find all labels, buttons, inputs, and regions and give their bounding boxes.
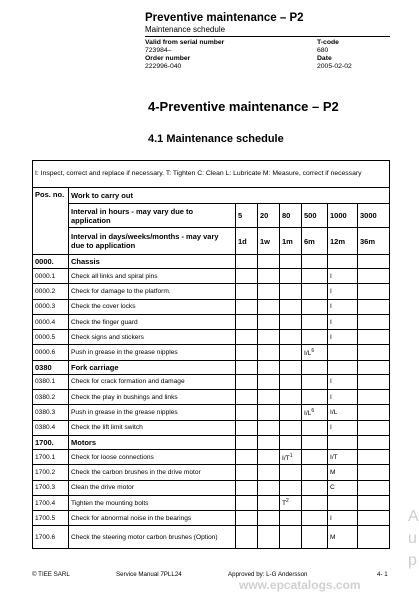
work-cell: Check signs and stickers — [69, 330, 236, 345]
interval-mark — [258, 299, 280, 314]
interval-mark — [302, 526, 328, 549]
section-code: 0000. — [33, 255, 69, 269]
interval-mark — [328, 284, 358, 299]
work-header: Work to carry out — [69, 188, 390, 204]
interval-mark — [328, 299, 358, 314]
pos-cell: 0380.2 — [33, 390, 69, 405]
empty-cell — [328, 255, 358, 269]
table-row — [33, 330, 390, 345]
header-subtitle: Maintenance schedule — [145, 25, 226, 34]
section-name: Chassis — [69, 255, 236, 269]
interval-mark — [302, 465, 328, 480]
pos-cell: 0380.3 — [33, 405, 69, 420]
empty-cell — [328, 435, 358, 449]
interval-mark — [302, 299, 328, 314]
interval-mark — [358, 480, 390, 495]
side-marks: A u p — [408, 508, 419, 569]
mark-text: I — [330, 318, 332, 326]
date-label: Date — [317, 55, 332, 62]
work-cell: Check for loose connections — [69, 449, 236, 464]
empty-cell — [236, 435, 258, 449]
pos-cell: 1700.4 — [33, 495, 69, 510]
interval-mark — [302, 374, 328, 389]
header-row-periods — [33, 228, 390, 255]
interval-mark — [328, 480, 358, 495]
work-cell: Push in grease in the grease nipples — [69, 405, 236, 420]
mark-text: I — [330, 333, 332, 341]
interval-mark — [236, 511, 258, 526]
empty-cell — [258, 360, 280, 374]
table-row — [33, 405, 390, 420]
section-title: 4.1 Maintenance schedule — [148, 133, 284, 145]
chapter-title: 4-Preventive maintenance – P2 — [148, 99, 339, 114]
work-cell: Check the lift limit switch — [69, 420, 236, 435]
header-meta — [145, 39, 390, 71]
interval-mark — [258, 465, 280, 480]
mark-text: I — [330, 424, 332, 432]
interval-mark — [358, 314, 390, 329]
interval-mark — [280, 345, 302, 360]
table-row — [33, 465, 390, 480]
empty-cell — [358, 435, 390, 449]
interval-mark — [358, 465, 390, 480]
interval-mark — [328, 374, 358, 389]
mark-text: I/T — [282, 454, 290, 462]
tcode-label: T-code — [317, 39, 339, 46]
empty-cell — [358, 360, 390, 374]
empty-cell — [302, 255, 328, 269]
interval-mark — [358, 269, 390, 284]
interval-mark — [302, 405, 328, 420]
work-cell: Check the carbon brushes in the drive motor — [69, 465, 236, 480]
interval-mark — [302, 511, 328, 526]
tcode-value: 680 — [317, 47, 329, 54]
hours-cell: 20 — [258, 204, 280, 228]
empty-cell — [258, 435, 280, 449]
interval-mark — [280, 269, 302, 284]
interval-mark — [328, 495, 358, 510]
footnote-ref: 6 — [311, 348, 315, 355]
interval-mark — [280, 511, 302, 526]
empty-cell — [280, 435, 302, 449]
section-name: Fork carriage — [69, 360, 236, 374]
pos-header: Pos. no. — [33, 188, 69, 255]
empty-cell — [302, 435, 328, 449]
pos-cell: 1700.1 — [33, 449, 69, 464]
interval-mark — [258, 449, 280, 464]
interval-mark — [280, 284, 302, 299]
interval-mark — [258, 330, 280, 345]
interval-mark — [328, 511, 358, 526]
table-row — [33, 345, 390, 360]
interval-mark — [328, 390, 358, 405]
footnote-ref: 6 — [311, 407, 315, 414]
pos-cell: 0000.2 — [33, 284, 69, 299]
mark-text: I — [330, 378, 332, 386]
work-cell: Push in grease in the grease nipples — [69, 345, 236, 360]
hours-cell: 3000 — [358, 204, 390, 228]
interval-mark — [236, 449, 258, 464]
section-row — [33, 360, 390, 374]
section-row — [33, 255, 390, 269]
mark-text: I/T — [330, 453, 338, 461]
table-row — [33, 480, 390, 495]
interval-mark — [258, 284, 280, 299]
watermark: www.epcatalogs.com — [239, 578, 361, 592]
interval-mark — [236, 495, 258, 510]
section-code: 1700. — [33, 435, 69, 449]
interval-mark — [328, 526, 358, 549]
pos-cell: 1700.5 — [33, 511, 69, 526]
interval-mark — [358, 284, 390, 299]
interval-mark — [236, 390, 258, 405]
table-row — [33, 495, 390, 510]
work-cell: Check the steering motor carbon brushes (Option) — [69, 526, 236, 549]
interval-mark — [302, 269, 328, 284]
interval-mark — [302, 480, 328, 495]
order-label: Order number — [145, 55, 191, 62]
pos-cell: 0380.4 — [33, 420, 69, 435]
hours-cell: 80 — [280, 204, 302, 228]
header-title: Preventive maintenance – P2 — [145, 12, 304, 24]
pos-cell: 0380.1 — [33, 374, 69, 389]
table-row — [33, 374, 390, 389]
interval-mark — [302, 390, 328, 405]
interval-mark — [358, 390, 390, 405]
pos-cell: 1700.3 — [33, 480, 69, 495]
interval-mark — [258, 420, 280, 435]
interval-mark — [358, 405, 390, 420]
period-cell: 1d — [236, 228, 258, 255]
footer-manual: Service Manual 7PLL24 — [116, 571, 182, 578]
period-cell: 36m — [358, 228, 390, 255]
work-cell: Tighten the mounting bolts — [69, 495, 236, 510]
interval-mark — [358, 330, 390, 345]
work-cell: Check the cover locks — [69, 299, 236, 314]
interval-mark — [328, 314, 358, 329]
header-row-hours — [33, 204, 390, 228]
legend-row — [33, 161, 390, 188]
periods-header: Interval in days/weeks/months - may vary due to application — [69, 228, 236, 255]
interval-mark — [236, 314, 258, 329]
mark-text: I/L — [330, 409, 338, 417]
interval-mark — [328, 465, 358, 480]
interval-mark — [358, 345, 390, 360]
hours-cell: 1000 — [328, 204, 358, 228]
valid-label: Valid from serial number — [145, 39, 225, 46]
pos-cell: 1700.6 — [33, 526, 69, 549]
table-row — [33, 269, 390, 284]
work-cell: Check for crack formation and damage — [69, 374, 236, 389]
empty-cell — [302, 360, 328, 374]
work-cell: Check all links and spiral pins — [69, 269, 236, 284]
header-rule — [145, 36, 390, 37]
empty-cell — [358, 255, 390, 269]
work-cell: Check for abnormal noise in the bearings — [69, 511, 236, 526]
interval-mark — [302, 345, 328, 360]
interval-mark — [358, 495, 390, 510]
mark-text: I — [330, 272, 332, 280]
interval-mark — [236, 269, 258, 284]
table-row — [33, 526, 390, 549]
hours-cell: 500 — [302, 204, 328, 228]
interval-mark — [280, 449, 302, 464]
footer-company: © TIEE SARL — [32, 571, 70, 578]
mark-text: I/L — [304, 410, 312, 418]
interval-mark — [236, 420, 258, 435]
mark-text: I — [330, 393, 332, 401]
mark-text: I — [330, 287, 332, 295]
interval-mark — [358, 420, 390, 435]
pos-cell: 0000.6 — [33, 345, 69, 360]
footer-approved: Approved by: L-G Andersson — [228, 571, 308, 578]
interval-mark — [280, 299, 302, 314]
interval-mark — [236, 299, 258, 314]
hours-cell: 5 — [236, 204, 258, 228]
section-code: 0380 — [33, 360, 69, 374]
mark-text: I — [330, 303, 332, 311]
mark-text: I/L — [304, 350, 312, 358]
interval-mark — [302, 449, 328, 464]
interval-mark — [328, 405, 358, 420]
interval-mark — [328, 449, 358, 464]
mark-text: T — [282, 500, 287, 508]
interval-mark — [328, 269, 358, 284]
interval-mark — [280, 405, 302, 420]
interval-mark — [258, 511, 280, 526]
mark-text: M — [330, 468, 336, 476]
interval-mark — [328, 330, 358, 345]
interval-mark — [302, 420, 328, 435]
interval-mark — [236, 330, 258, 345]
interval-mark — [328, 345, 358, 360]
pos-cell: 0000.5 — [33, 330, 69, 345]
interval-mark — [236, 526, 258, 549]
pos-cell: 1700.2 — [33, 465, 69, 480]
interval-mark — [258, 480, 280, 495]
empty-cell — [258, 255, 280, 269]
empty-cell — [280, 360, 302, 374]
section-name: Motors — [69, 435, 236, 449]
interval-mark — [236, 284, 258, 299]
hours-header: Interval in hours - may vary due to application — [69, 204, 236, 228]
period-cell: 1m — [280, 228, 302, 255]
document-header — [145, 12, 390, 71]
work-cell: Check for damage to the platform. — [69, 284, 236, 299]
interval-mark — [280, 465, 302, 480]
work-cell: Check the finger guard — [69, 314, 236, 329]
interval-mark — [280, 526, 302, 549]
empty-cell — [236, 360, 258, 374]
pos-cell: 0000.3 — [33, 299, 69, 314]
mark-text: I — [330, 514, 332, 522]
valid-value: 723984– — [145, 47, 172, 54]
interval-mark — [258, 495, 280, 510]
interval-mark — [236, 345, 258, 360]
table-row — [33, 390, 390, 405]
date-value: 2005-02-02 — [317, 63, 352, 70]
interval-mark — [258, 314, 280, 329]
table-row — [33, 299, 390, 314]
interval-mark — [280, 374, 302, 389]
interval-mark — [280, 330, 302, 345]
interval-mark — [280, 314, 302, 329]
empty-cell — [328, 360, 358, 374]
interval-mark — [236, 405, 258, 420]
interval-mark — [358, 511, 390, 526]
period-cell: 1w — [258, 228, 280, 255]
interval-mark — [328, 420, 358, 435]
section-row — [33, 435, 390, 449]
interval-mark — [258, 390, 280, 405]
table-row — [33, 284, 390, 299]
interval-mark — [258, 345, 280, 360]
period-cell: 6m — [302, 228, 328, 255]
mark-text: C — [330, 484, 335, 492]
interval-mark — [280, 495, 302, 510]
table-row — [33, 314, 390, 329]
interval-mark — [358, 299, 390, 314]
table-row — [33, 449, 390, 464]
interval-mark — [358, 374, 390, 389]
empty-cell — [236, 255, 258, 269]
interval-mark — [358, 526, 390, 549]
footnote-ref: 2 — [286, 498, 289, 505]
interval-mark — [302, 284, 328, 299]
interval-mark — [258, 526, 280, 549]
interval-mark — [236, 465, 258, 480]
pos-cell: 0000.4 — [33, 314, 69, 329]
header-row-work — [33, 188, 390, 204]
period-cell: 12m — [328, 228, 358, 255]
interval-mark — [302, 495, 328, 510]
interval-mark — [258, 269, 280, 284]
interval-mark — [280, 480, 302, 495]
work-cell: Clean the drive motor — [69, 480, 236, 495]
legend-text: I: Inspect, correct and replace if necessary. T: Tighten C: Clean L: Lubricate M: Measure, correct if necessary — [33, 161, 390, 188]
footnote-ref: 1 — [289, 452, 293, 459]
interval-mark — [358, 449, 390, 464]
interval-mark — [258, 374, 280, 389]
interval-mark — [280, 390, 302, 405]
work-cell: Check the play in bushings and links — [69, 390, 236, 405]
interval-mark — [258, 405, 280, 420]
empty-cell — [280, 255, 302, 269]
table-row — [33, 511, 390, 526]
interval-mark — [280, 420, 302, 435]
mark-text: M — [330, 533, 336, 541]
table-row — [33, 420, 390, 435]
footer-page: 4- 1 — [377, 571, 388, 578]
interval-mark — [302, 330, 328, 345]
interval-mark — [236, 374, 258, 389]
interval-mark — [236, 480, 258, 495]
maintenance-schedule-table — [32, 160, 390, 549]
order-value: 222996-040 — [145, 63, 182, 70]
pos-cell: 0000.1 — [33, 269, 69, 284]
interval-mark — [302, 314, 328, 329]
